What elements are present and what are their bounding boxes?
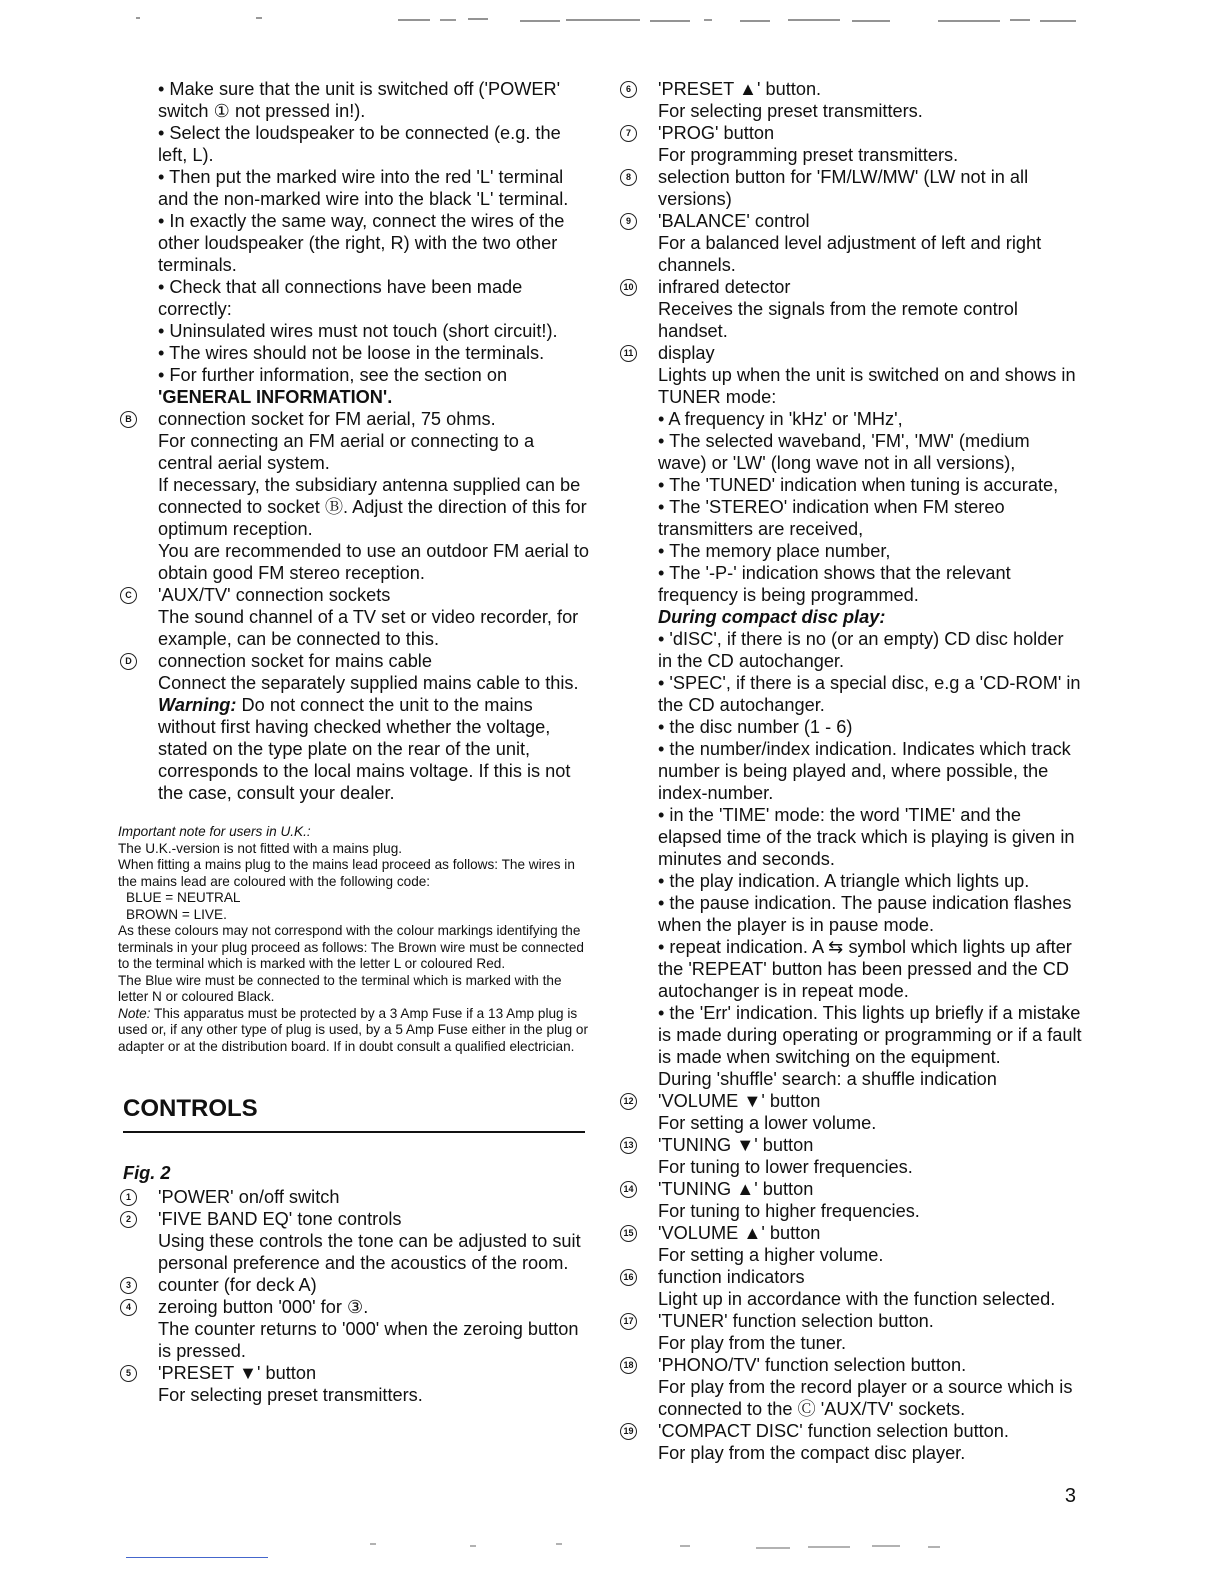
marker-number: B [120, 411, 137, 428]
cd-bullet: • 'dISC', if there is no (or an empty) CD disc holder in the CD autochanger. [658, 629, 1064, 671]
marker-number: 10 [620, 279, 637, 296]
scan-noise-top [0, 12, 1224, 26]
control-title: 'PRESET ▼' button [158, 1363, 317, 1383]
control-description: The counter returns to '000' when the zeroing button is pressed. [158, 1319, 579, 1361]
control-title: 'FIVE BAND EQ' tone controls [158, 1209, 402, 1229]
control-item-display [618, 342, 1082, 1090]
control-item [618, 1354, 1082, 1420]
control-description: For selecting preset transmitters. [158, 1385, 423, 1405]
cd-bullet: • the play indication. A triangle which lights up. [658, 871, 1030, 891]
control-item [618, 78, 1082, 122]
control-title: connection socket for mains cable [158, 651, 432, 671]
uk-note-line: The Blue wire must be connected to the terminal which is marked with the letter N or coloured Black. [118, 972, 562, 1004]
control-title: 'TUNING ▼' button [658, 1135, 814, 1155]
cd-bullet: • the pause indication. The pause indication flashes when the player is in pause mode. [658, 893, 1072, 935]
control-item [118, 1296, 590, 1362]
warning-label: Warning: [158, 695, 237, 715]
bullet-info-bold: 'GENERAL INFORMATION'. [158, 387, 393, 407]
warning-text: Do not connect the unit to the mains without first having checked whether the voltage, stated on the type plate on the rear of the unit, corresponds to the local mains voltage. If this is not the case, consult your dealer. [158, 695, 571, 803]
controls-list-left [118, 1186, 590, 1406]
control-item [118, 1362, 590, 1406]
control-item [618, 1266, 1082, 1310]
control-item [118, 650, 590, 694]
control-item [618, 1222, 1082, 1266]
control-description: The sound channel of a TV set or video recorder, for example, can be connected to this. [158, 607, 579, 649]
marker-number: 16 [620, 1269, 637, 1286]
marker-number: 14 [620, 1181, 637, 1198]
uk-note [118, 824, 590, 1055]
control-description: For play from the record player or a source which is connected to the Ⓒ 'AUX/TV' sockets. [658, 1377, 1073, 1419]
control-item [618, 1134, 1082, 1178]
control-description: Light up in accordance with the function selected. [658, 1289, 1056, 1309]
connection-bullets [118, 78, 590, 408]
marker-number: 7 [620, 125, 637, 142]
control-item [618, 1420, 1082, 1464]
control-description: For selecting preset transmitters. [658, 101, 923, 121]
control-title: 'BALANCE' control [658, 211, 810, 231]
control-item [618, 1178, 1082, 1222]
control-item [118, 1208, 590, 1274]
uk-note-line: The U.K.-version is not fitted with a mains plug. [118, 840, 403, 856]
control-title: infrared detector [658, 277, 791, 297]
control-item [618, 166, 1082, 210]
cd-bullets [658, 628, 1082, 1090]
control-description: For play from the compact disc player. [658, 1443, 966, 1463]
tuner-bullet: • The 'STEREO' indication when FM stereo transmitters are received, [658, 497, 1005, 539]
marker-number: 2 [120, 1211, 137, 1228]
section-rule [123, 1131, 585, 1133]
control-title: 'COMPACT DISC' function selection button. [658, 1421, 1009, 1441]
marker-number: 13 [620, 1137, 637, 1154]
controls-list-right-a [618, 78, 1082, 342]
control-title: 'AUX/TV' connection sockets [158, 585, 391, 605]
control-title: 'VOLUME ▼' button [658, 1091, 821, 1111]
uk-note-label: Note: [118, 1005, 151, 1021]
cd-bullet: • repeat indication. A ⇆ symbol which lights up after the 'REPEAT' button has been pressed and the CD autochanger is in repeat mode. [658, 937, 1072, 1001]
bullet-8 [158, 364, 590, 408]
marker-number: 3 [120, 1277, 137, 1294]
control-item [618, 1090, 1082, 1134]
control-title: 'PROG' button [658, 123, 775, 143]
marker-number: 9 [620, 213, 637, 230]
uk-note-line: When fitting a mains plug to the mains lead proceed as follows: The wires in the mains lead are coloured with the following code: [118, 857, 575, 889]
bullet-2: • Select the loudspeaker to be connected (e.g. the left, L). [158, 123, 561, 165]
tuner-bullet: • The 'TUNED' indication when tuning is accurate, [658, 475, 1059, 495]
tuner-bullet: • The memory place number, [658, 541, 891, 561]
control-title: selection button for 'FM/LW/MW' (LW not in all versions) [658, 167, 1029, 209]
right-column [618, 78, 1082, 1464]
control-title: 'PRESET ▲' button. [658, 79, 822, 99]
cd-bullet: • the disc number (1 - 6) [658, 717, 853, 737]
control-item [618, 122, 1082, 166]
marker-number: 5 [120, 1365, 137, 1382]
bullet-1: • Make sure that the unit is switched off ('POWER' switch ① not pressed in!). [158, 79, 561, 121]
left-column [118, 78, 590, 1406]
controls-list-right-b [618, 1090, 1082, 1464]
bullet-7: • The wires should not be loose in the terminals. [158, 343, 545, 363]
control-item [618, 210, 1082, 276]
cd-bullet: • the number/index indication. Indicates which track number is being played and, where possible, the index-number. [658, 739, 1071, 803]
control-title: display [658, 343, 715, 363]
control-description: If necessary, the subsidiary antenna supplied can be connected to socket Ⓑ. Adjust the direction of this for optimum reception. [158, 475, 587, 539]
marker-number: 1 [120, 1189, 137, 1206]
tuner-bullet: • A frequency in 'kHz' or 'MHz', [658, 409, 903, 429]
control-description: For a balanced level adjustment of left and right channels. [658, 233, 1042, 275]
tuner-bullets [658, 408, 1082, 606]
control-description: For tuning to lower frequencies. [658, 1157, 913, 1177]
cd-bullet: • the 'Err' indication. This lights up briefly if a mistake is made during operating or programming or if a fault is made when switching on the equipment. [658, 1003, 1082, 1067]
control-title: connection socket for FM aerial, 75 ohms. [158, 409, 496, 429]
bullet-4: • In exactly the same way, connect the wires of the other loudspeaker (the right, R) with the two other terminals. [158, 211, 565, 275]
bullet-3: • Then put the marked wire into the red 'L' terminal and the non-marked wire into the black 'L' terminal. [158, 167, 569, 209]
fig-label: Fig. 2 [123, 1163, 171, 1183]
bullet-5: • Check that all connections have been made correctly: [158, 277, 523, 319]
control-description: Connect the separately supplied mains cable to this. [158, 673, 579, 693]
bullet-info-prefix: • For further information, see the section on [158, 365, 508, 385]
cd-bullet: During 'shuffle' search: a shuffle indication [658, 1069, 997, 1089]
scan-blue-line [126, 1557, 268, 1558]
section-title: CONTROLS [123, 1095, 258, 1122]
scan-noise-bottom [0, 1540, 1224, 1570]
cd-bullet: • 'SPEC', if there is a special disc, e.g a 'CD-ROM' in the CD autochanger. [658, 673, 1081, 715]
control-item [118, 1274, 590, 1296]
tuner-bullet: • The selected waveband, 'FM', 'MW' (medium wave) or 'LW' (long wave not in all versions), [658, 431, 1030, 473]
marker-number: 15 [620, 1225, 637, 1242]
control-item [118, 584, 590, 650]
control-description: For setting a higher volume. [658, 1245, 884, 1265]
control-item [618, 276, 1082, 342]
control-title: 'PHONO/TV' function selection button. [658, 1355, 967, 1375]
marker-number: 17 [620, 1313, 637, 1330]
uk-note-line: BROWN = LIVE. [126, 906, 227, 922]
uk-note-text: This apparatus must be protected by a 3 Amp Fuse if a 13 Amp plug is used or, if any other type of plug is used, by a 5 Amp Fuse either in the plug or adapter or at the distribution board. If in doubt consult a qualified electrician. [118, 1005, 589, 1054]
uk-note-fuse [118, 1006, 590, 1056]
marker-number: 19 [620, 1423, 637, 1440]
control-description: For programming preset transmitters. [658, 145, 959, 165]
page-number: 3 [1064, 1485, 1076, 1507]
marker-number: C [120, 587, 137, 604]
control-description: For tuning to higher frequencies. [658, 1201, 920, 1221]
control-description: For play from the tuner. [658, 1333, 847, 1353]
control-title: 'POWER' on/off switch [158, 1187, 340, 1207]
uk-note-line: BLUE = NEUTRAL [126, 890, 241, 905]
control-title: 'TUNER' function selection button. [658, 1311, 934, 1331]
control-item [118, 1186, 590, 1208]
control-description: For setting a lower volume. [658, 1113, 877, 1133]
uk-note-line: As these colours may not correspond with the colour markings identifying the terminals in your plug proceed as follows: The Brown wire must be connected to the terminal which is marked with the letter L or coloured Red. [118, 923, 584, 971]
uk-note-heading: Important note for users in U.K.: [118, 824, 311, 839]
marker-number: 8 [620, 169, 637, 186]
control-title: 'VOLUME ▲' button [658, 1223, 821, 1243]
tuner-bullet: • The '-P-' indication shows that the relevant frequency is being programmed. [658, 563, 1011, 605]
control-item [118, 408, 590, 584]
marker-number: 18 [620, 1357, 637, 1374]
control-title: 'TUNING ▲' button [658, 1179, 814, 1199]
control-title: function indicators [658, 1267, 805, 1287]
marker-number: D [120, 653, 137, 670]
warning-paragraph [118, 694, 590, 804]
bullet-6: • Uninsulated wires must not touch (short circuit!). [158, 321, 558, 341]
control-description: Using these controls the tone can be adjusted to suit personal preference and the acoustics of the room. [158, 1231, 581, 1273]
control-description: You are recommended to use an outdoor FM aerial to obtain good FM stereo reception. [158, 541, 590, 583]
marker-number: 12 [620, 1093, 637, 1110]
cd-heading: During compact disc play: [658, 607, 886, 627]
control-title: counter (for deck A) [158, 1275, 317, 1295]
control-title: zeroing button '000' for ③. [158, 1297, 369, 1317]
control-description: Receives the signals from the remote control handset. [658, 299, 1018, 341]
cd-bullet: • in the 'TIME' mode: the word 'TIME' and the elapsed time of the track which is playing is given in minutes and seconds. [658, 805, 1075, 869]
control-item [618, 1310, 1082, 1354]
control-description: For connecting an FM aerial or connecting to a central aerial system. [158, 431, 535, 473]
marker-number: 11 [620, 345, 637, 362]
marker-number: 6 [620, 81, 637, 98]
marker-number: 4 [120, 1299, 137, 1316]
display-intro: Lights up when the unit is switched on and shows in TUNER mode: [658, 365, 1076, 407]
connection-items [118, 408, 590, 694]
